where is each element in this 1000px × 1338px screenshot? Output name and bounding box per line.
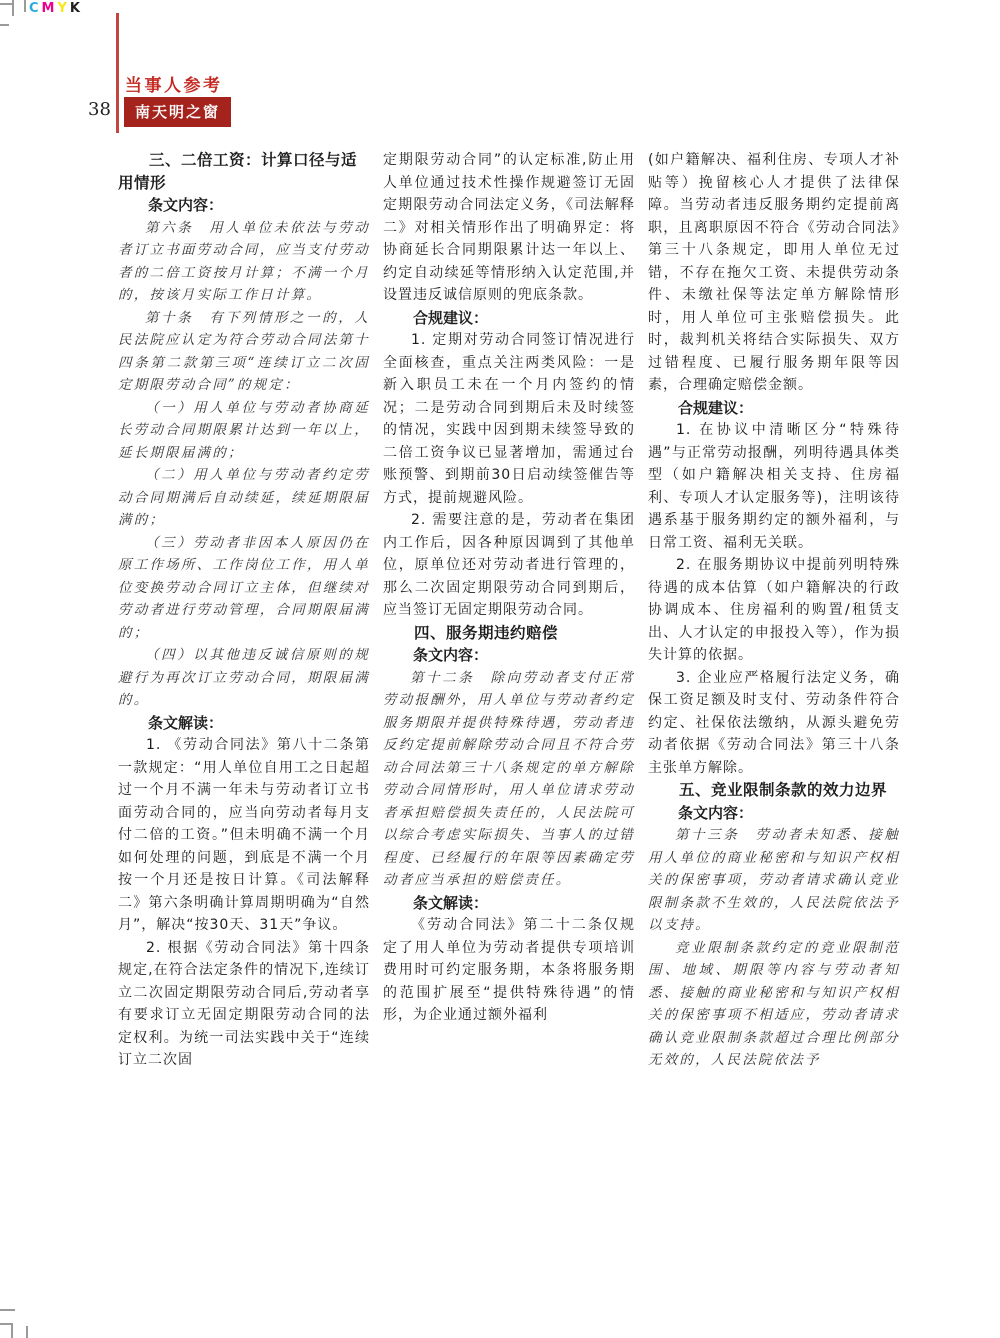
subsection-heading: 条文内容： — [413, 646, 489, 664]
crop-mark — [12, 0, 14, 16]
column-banner: 南天明之窗 — [124, 97, 231, 127]
statute-paragraph: 第六条 用人单位未依法与劳动者订立书面劳动合同，应当支付劳动者的二倍工资按月计算；不满一个月的，按该月实际工作日计算。 — [118, 219, 370, 303]
statute-paragraph: 第十二条 除向劳动者支付正常劳动报酬外，用人单位与劳动者约定服务期限并提供特殊待遇，劳动者违反约定提前解除劳动合同且不符合劳动合同法第三十八条规定的单方解除劳动合同情形时，用人单位请求劳动者承担赔偿损失责任的，人民法院可以综合考虑实际损失、当事人的过错程度、已经履行的年限等因素确定劳动者应当承担的赔偿责任。 — [383, 669, 635, 888]
commentary-paragraph: 2. 需要注意的是，劳动者在集团内工作后，因各种原因调到了其他单位，原单位还对劳动者进行管理的，那么二次固定期限劳动合同到期后，应当签订无固定期限劳动合同。 — [383, 512, 635, 618]
subsection-heading: 合规建议： — [678, 398, 754, 417]
statute-paragraph: 第十三条 劳动者未知悉、接触用人单位的商业秘密和与知识产权相关的保密事项，劳动者请求确认竞业限制条款不生效的，人民法院依法予以支持。 — [648, 827, 900, 933]
commentary-paragraph: 1. 在协议中清晰区分“特殊待遇”与正常劳动报酬，列明待遇具体类型（如户籍解决相关支持、住房福利、专项人才认定服务等)，注明该待遇系基于服务期约定的额外福利，与日常工资、福利无关联。 — [648, 422, 900, 551]
crop-mark — [26, 1326, 28, 1338]
text-column-1 — [118, 149, 370, 1072]
article-body — [118, 149, 900, 1072]
commentary-paragraph: (如户籍解决、福利住房、专项人才补贴等）挽留核心人才提供了法律保障。当劳动者违反服务期约定提前离职，且离职原因不符合《劳动合同法》第三十八条规定，即用人单位无过错，不存在拖欠工资、未提供劳动条件、未缴社保等法定单方解除情形时，用人单位可主张赔偿损失。此时，裁判机关将结合实际损失、双方过错程度、已履行服务期年限等因素，合理确定赔偿金额。 — [648, 152, 900, 393]
section-heading: 四、服务期违约赔偿 — [414, 623, 559, 642]
crop-mark — [0, 1309, 15, 1311]
cmyk-letter: M — [41, 1, 56, 16]
cmyk-letter: Y — [57, 1, 68, 16]
statute-paragraph: （一）用人单位与劳动者协商延长劳动合同期限累计达到一年以上，延长期限届满的； — [118, 399, 370, 461]
subsection-heading: 条文内容： — [678, 803, 754, 822]
subsection-heading: 条文解读： — [413, 893, 489, 912]
subsection-heading: 条文内容： — [148, 196, 224, 214]
commentary-paragraph: 《劳动合同法》第二十二条仅规定了用人单位为劳动者提供专项培训费用时可约定服务期，本条将服务期的范围扩展至“提供特殊待遇”的情形，为企业通过额外福利 — [383, 917, 635, 1023]
section-label: 当事人参考 — [125, 76, 223, 96]
header-red-rule — [116, 13, 119, 133]
subsection-heading: 合规建议： — [413, 308, 489, 327]
statute-paragraph: （三）劳动者非因本人原因仍在原工作场所、工作岗位工作，用人单位变换劳动合同订立主体，但继续对劳动者进行劳动管理，合同期限届满的； — [118, 534, 370, 641]
statute-paragraph: （二）用人单位与劳动者约定劳动合同期满后自动续延，续延期限届满的； — [118, 467, 370, 528]
commentary-paragraph: 2. 根据《劳动合同法》第十四条规定,在符合法定条件的情况下,连续订立二次固定期限劳动合同后,劳动者享有要求订立无固定期限劳动合同的法定权利。为统一司法实践中关于“连续订立二次固 — [118, 939, 370, 1068]
crop-mark — [11, 1323, 13, 1338]
commentary-paragraph: 1. 定期对劳动合同签订情况进行全面核查，重点关注两类风险：一是新入职员工未在一个月内签约的情况；二是劳动合同到期后未及时续签的情况，实践中因到期未续签导致的二倍工资争议已显著增加，需通过台账预警、到期前30日启动续签催告等方式，提前规避风险。 — [383, 332, 635, 506]
crop-mark — [0, 24, 9, 26]
cmyk-registration-label — [29, 1, 83, 16]
subsection-heading: 条文解读： — [148, 713, 224, 732]
crop-mark — [24, 0, 26, 12]
cmyk-letter: C — [29, 1, 40, 16]
cmyk-letter: K — [69, 1, 81, 16]
commentary-paragraph: 3. 企业应严格履行法定义务，确保工资足额及时支付、劳动条件符合约定、社保依法缴纳，从源头避免劳动者依据《劳动合同法》第三十八条主张单方解除。 — [648, 669, 900, 776]
text-column-3 — [648, 149, 900, 1072]
page-number: 38 — [88, 99, 111, 120]
commentary-paragraph: 1. 《劳动合同法》第八十二条第一款规定：“用人单位自用工之日起超过一个月不满一年未与劳动者订立书面劳动合同的，应当向劳动者每月支付二倍的工资。”但未明确不满一个月如何处理的问题，到底是不满一个月按一个月还是按日计算。《司法解释二》第六条明确计算周期明确为“自然月”，解决“按30天、31天”争议。 — [118, 737, 370, 933]
statute-paragraph: （四）以其他违反诚信原则的规避行为再次订立劳动合同，期限届满的。 — [118, 647, 370, 708]
commentary-paragraph: 定期限劳动合同”的认定标准,防止用人单位通过技术性操作规避签订无固定期限劳动合同法定义务，《司法解释二》对相关情形作出了明确界定：将协商延长合同期限累计达一年以上、约定自动续延等情形纳入认定范围,并设置违反诚信原则的兜底条款。 — [383, 152, 635, 303]
statute-paragraph: 第十条 有下列情形之一的，人民法院应认定为符合劳动合同法第十四条第二款第三项“连续订立二次固定期限劳动合同”的规定： — [118, 309, 370, 393]
commentary-paragraph: 2. 在服务期协议中提前列明特殊待遇的成本估算（如户籍解决的行政协调成本、住房福利的购置/租赁支出、人才认定的申报投入等），作为损失计算的依据。 — [648, 557, 900, 663]
text-column-2 — [383, 149, 635, 1072]
section-heading: 五、竞业限制条款的效力边界 — [679, 781, 888, 799]
section-heading: 三、二倍工资：计算口径与适用情形 — [118, 151, 358, 192]
statute-paragraph: 竞业限制条款约定的竞业限制范围、地域、期限等内容与劳动者知悉、接触的商业秘密和与知识产权相关的保密事项不相适应，劳动者请求确认竞业限制条款超过合理比例部分无效的，人民法院依法予 — [648, 939, 900, 1068]
